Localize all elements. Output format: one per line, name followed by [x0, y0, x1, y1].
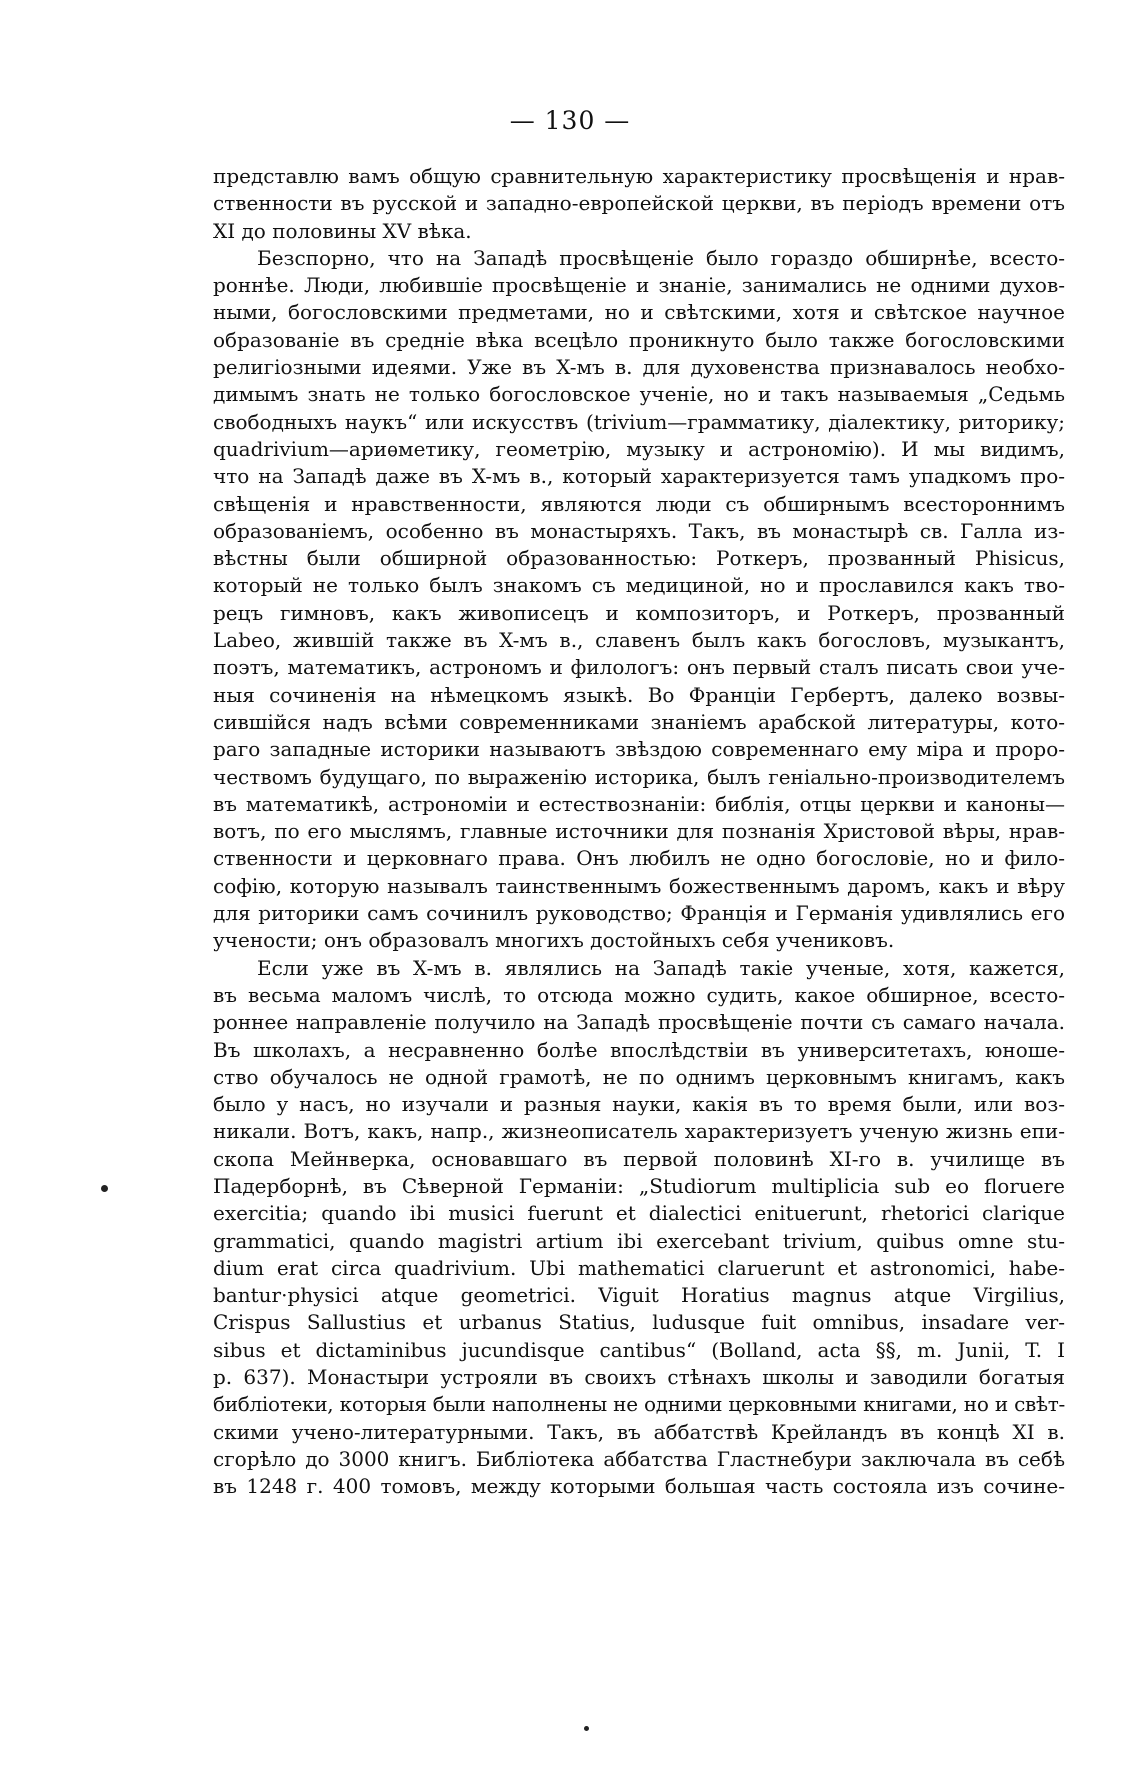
text-line: было у насъ, но изучали и разныя науки, какія въ то время были, или воз- — [213, 1092, 1065, 1117]
text-line: сгорѣло до 3000 книгъ. Библіотека аббатства Гластнебури заключала въ себѣ — [213, 1446, 1065, 1471]
text-line: p. 637). Монастыри устрояли въ своихъ стѣнахъ школы и заводили богатыя — [213, 1365, 1065, 1390]
text-line: ными, богословскими предметами, но и свѣтскими, хотя и свѣтское научное — [213, 300, 1065, 325]
text-line: сившійся надъ всѣми современниками знаніемъ арабской литературы, кото- — [213, 709, 1065, 734]
text-line: представлю вамъ общую сравнительную характеристику просвѣщенія и нрав- — [213, 164, 1065, 188]
ink-speck — [101, 1185, 108, 1192]
text-line: dium erat circa quadrivium. Ubi mathematici claruerunt et astronomici, habe- — [213, 1255, 1065, 1280]
body-text — [213, 163, 1065, 1501]
text-line: для риторики самъ сочинилъ руководство; Франція и Германія удивлялись его — [213, 901, 1065, 926]
text-line: въ 1248 г. 400 томовъ, между которыми большая часть состояла изъ сочине- — [213, 1474, 1065, 1499]
text-line: скими учено-литературными. Такъ, въ аббатствѣ Крейландъ въ концѣ XI в. — [213, 1419, 1065, 1444]
text-line: ство обучалось не одной грамотѣ, не по однимъ церковнымъ книгамъ, какъ — [213, 1064, 1065, 1089]
text-line: свѣщенія и нравственности, являются люди съ обширнымъ всестороннимъ — [213, 491, 1065, 516]
page-number: — 130 — — [509, 106, 631, 135]
text-line: bantur·physici atque geometrici. Viguit Horatius magnus atque Virgilius, — [213, 1283, 1065, 1308]
text-line: Въ школахъ, а несравненно болѣе впослѣдствіи въ университетахъ, юноше- — [213, 1037, 1065, 1062]
text-line: Безспорно, что на Западѣ просвѣщеніе было гораздо обширнѣе, всесто- — [257, 245, 1065, 270]
text-line: скопа Мейнверка, основавшаго въ первой половинѣ XI-го в. училище въ — [213, 1146, 1065, 1171]
text-line: exercitia; quando ibi musici fuerunt et dialectici enituerunt, rhetorici clarique — [213, 1201, 1065, 1226]
text-line: grammatici, quando magistri artium ibi exercebant trivium, quibus omne stu- — [213, 1228, 1065, 1253]
text-line: никали. Вотъ, какъ, напр., жизнеописатель характеризуетъ ученую жизнь епи- — [213, 1119, 1065, 1144]
text-line: Падерборнѣ, въ Сѣверной Германіи: „Studiorum multiplicia sub eo floruere — [213, 1173, 1065, 1198]
text-line: XI до половины XV вѣка. — [213, 218, 472, 243]
text-line: рецъ гимновъ, какъ живописецъ и композиторъ, и Роткеръ, прозванный — [213, 600, 1065, 625]
text-line: что на Западѣ даже въ X-мъ в., который характеризуется тамъ упадкомъ про- — [213, 464, 1065, 489]
text-line: димымъ знать не только богословское ученіе, но и такъ называемыя „Седьмь — [213, 382, 1065, 407]
text-line: Labeo, жившій также въ X-мъ в., славенъ былъ какъ богословъ, музыкантъ, — [213, 628, 1065, 653]
text-line: sibus et dictaminibus jucundisque cantibus“ (Bolland, acta §§, m. Junii, T. I — [213, 1337, 1065, 1362]
text-line: поэтъ, математикъ, астрономъ и филологъ: онъ первый сталъ писать свои уче- — [213, 655, 1065, 680]
text-line: Если уже въ X-мъ в. являлись на Западѣ такіе ученые, хотя, кажется, — [257, 955, 1065, 980]
text-line: вѣстны были обширной образованностью: Роткеръ, прозванный Phisicus, — [213, 546, 1065, 571]
text-line: библіотеки, которыя были наполнены не одними церковными книгами, но и свѣт- — [213, 1392, 1065, 1417]
text-line: въ весьма маломъ числѣ, то отсюда можно судить, какое обширное, всесто- — [213, 982, 1065, 1007]
text-line: раго западные историки называютъ звѣздою современнаго ему міра и проро- — [213, 737, 1065, 762]
text-line: который не только былъ знакомъ съ медициной, но и прославился какъ тво- — [213, 573, 1065, 598]
text-line: образованіе въ средніе вѣка всецѣло проникнуто было также богословскими — [213, 327, 1065, 352]
text-line: учености; онъ образовалъ многихъ достойныхъ себя учениковъ. — [213, 928, 895, 953]
text-line: ныя сочиненія на нѣмецкомъ языкѣ. Во Франціи Гербертъ, далеко возвы- — [213, 682, 1065, 707]
text-line: вотъ, по его мыслямъ, главные источники для познанія Христовой вѣры, нрав- — [213, 819, 1065, 844]
text-line: ственности въ русской и западно-европейской церкви, въ періодъ времени отъ — [213, 191, 1065, 216]
text-line: роннѣе. Люди, любившіе просвѣщеніе и знаніе, занимались не одними духов- — [213, 273, 1065, 298]
text-line: въ математикѣ, астрономіи и естествознаніи: библія, отцы церкви и каноны— — [213, 791, 1065, 816]
text-line: религіозными идеями. Уже въ X-мъ в. для духовенства признавалось необхо- — [213, 355, 1065, 380]
text-line: образованіемъ, особенно въ монастыряхъ. Такъ, въ монастырѣ св. Галла из- — [213, 518, 1065, 543]
text-line: Crispus Sallustius et urbanus Statius, ludusque fuit omnibus, insadare ver- — [213, 1310, 1065, 1335]
text-line: quadrivium—ариѳметику, геометрію, музыку и астрономію). И мы видимъ, — [213, 436, 1065, 461]
ink-speck — [584, 1726, 589, 1731]
text-line: чествомъ будущаго, по выраженію историка, былъ геніально-производителемъ — [213, 764, 1065, 789]
text-line: свободныхъ наукъ“ или искусствъ (trivium—грамматику, діалектику, риторику; — [213, 409, 1065, 434]
text-line: ственности и церковнаго права. Онъ любилъ не одно богословіе, но и фило- — [213, 846, 1065, 871]
text-line: роннее направленіе получило на Западѣ просвѣщеніе почти съ самаго начала. — [213, 1010, 1065, 1035]
text-line: софію, которую называлъ таинственнымъ божественнымъ даромъ, какъ и вѣру — [213, 873, 1065, 898]
